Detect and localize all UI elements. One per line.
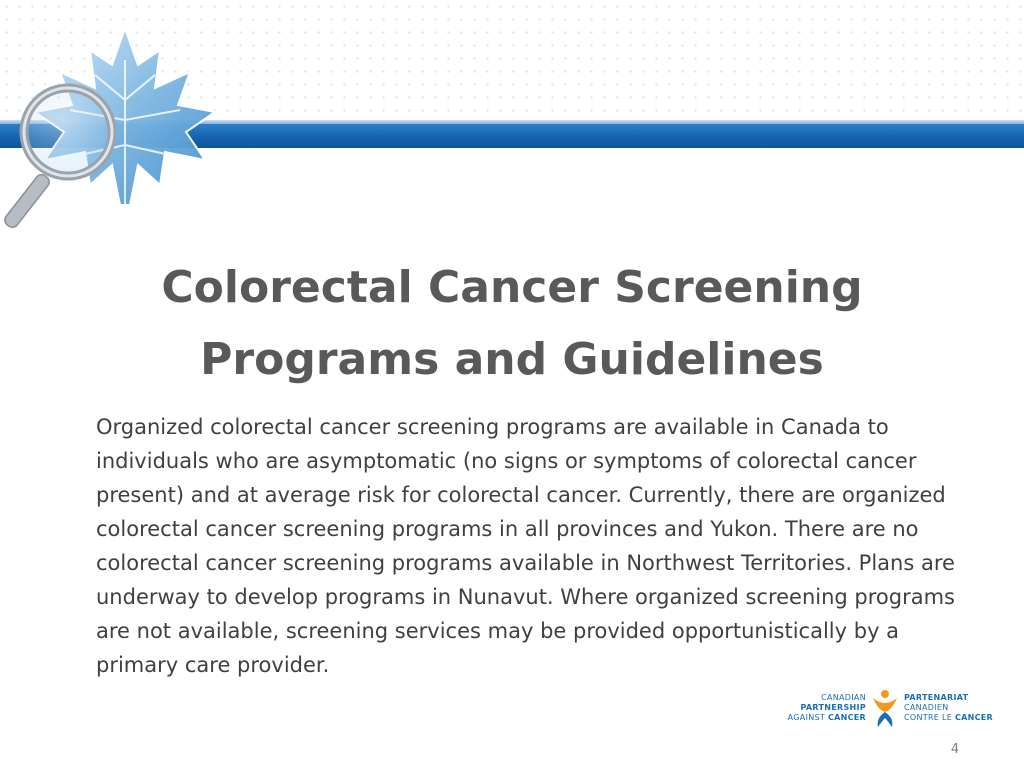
logo-en-line1-prefix: CANADIAN xyxy=(821,693,866,702)
slide-title-line2: Programs and Guidelines xyxy=(200,334,824,385)
page-number: 4 xyxy=(950,742,960,757)
logo-english-text xyxy=(770,693,866,723)
slide-title-line1: Colorectal Cancer Screening xyxy=(161,262,863,313)
maple-leaf-magnifier-icon xyxy=(0,20,240,235)
slide-body-text: Organized colorectal cancer screening programs are available in Canada to individuals who are asymptomatic (no signs or symptoms of colorectal cancer present) and at average risk for colorectal cancer. Currently, there are organized colorectal cancer screening programs in all provinces and Yukon. There are no colorectal cancer screening programs available in Northwest Territories. Plans are underway to develop programs in Nunavut. Where organized screening programs are not available, screening services may be provided opportunistically by a primary care provider. xyxy=(96,415,955,677)
logo-fr-line2-bold: CANCER xyxy=(954,713,994,722)
logo-en-line1-bold: PARTNERSHIP xyxy=(800,703,866,712)
logo-fr-line1-bold: PARTENARIAT xyxy=(904,693,969,702)
partner-logo xyxy=(770,686,1000,730)
logo-en-line2-prefix: AGAINST xyxy=(787,713,828,722)
logo-fr-line1-suffix: CANADIEN xyxy=(904,703,949,712)
logo-fr-line2-prefix: CONTRE LE xyxy=(904,713,955,722)
slide-title xyxy=(80,252,944,396)
logo-en-line2-bold: CANCER xyxy=(827,713,866,722)
partnership-logo-icon xyxy=(870,688,900,728)
logo-french-text xyxy=(904,693,1000,723)
